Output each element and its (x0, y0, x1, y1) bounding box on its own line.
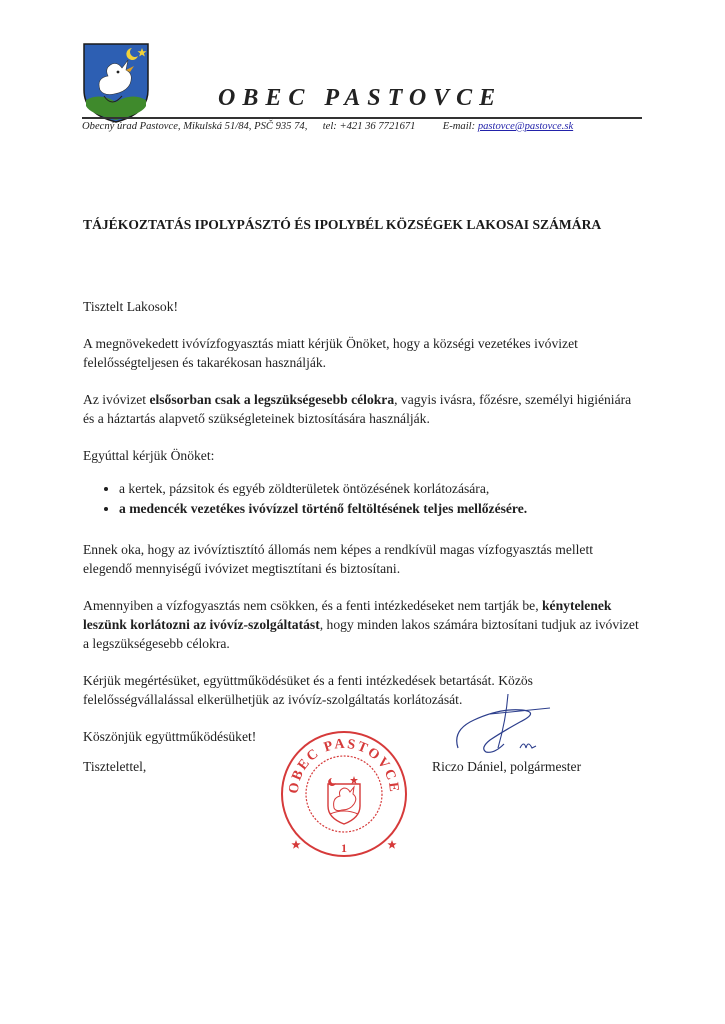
paragraph-2-text-end: , vagyis ivásra, főzésre, személyi higiéniára és a háztartás alapvető szükségleteinek biztosítására használják. (83, 392, 632, 426)
phone-number: tel: +421 36 7721671 (322, 121, 416, 132)
request-list (83, 479, 643, 518)
paragraph-6: Kérjük megértésüket, együttműködésüket és a fenti intézkedések betartását. Közös felelősségvállalással elkerülhetjük az ivóvíz-szolgáltatás korlátozását. (83, 673, 533, 707)
municipality-name: OBEC PASTOVCE (218, 85, 503, 111)
document-title: TÁJÉKOZTATÁS IPOLYPÁSZTÓ ÉS IPOLYBÉL KÖZSÉGEK LAKOSAI SZÁMÁRA (83, 217, 602, 232)
handwritten-signature (450, 690, 560, 760)
paragraph-1: A megnövekedett ivóvízfogyasztás miatt kérjük Önöket, hogy a községi vezetékes ivóvizet felelősségteljesen és takarékosan használják. (83, 336, 578, 370)
office-address: Obecný úrad Pastovce, Mikulská 51/84, PSČ 935 74, (82, 121, 308, 132)
signer-name: Riczo Dániel, polgármester (432, 759, 582, 774)
paragraph-5-text-end: , hogy minden lakos számára biztosítani tudjuk az ivóvizet a legszükségesebb célokra. (83, 617, 639, 651)
paragraph-3: Egyúttal kérjük Önöket: (83, 448, 215, 463)
paragraph-5-emphasis: kénytelenek leszünk korlátozni az ivóvíz-szolgáltatást (83, 598, 612, 632)
list-item: • a kertek, pázsitok és egyéb zöldterületek öntözésének korlátozására, (119, 479, 643, 498)
paragraph-5 (83, 596, 643, 653)
stamp-number: 1 (341, 841, 347, 855)
header-divider (82, 117, 642, 119)
paragraph-2-text: Az ivóvizet (83, 392, 150, 407)
stamp-text: OBEC PASTOVCE (286, 736, 402, 795)
paragraph-4: Ennek oka, hogy az ivóvíztisztító állomás nem képes a rendkívül magas vízfogyasztás mellett elegendő mennyiségű ivóvizet megtisztítani és biztosítani. (83, 542, 593, 576)
paragraph-5-text: Amennyiben a vízfogyasztás nem csökken, és a fenti intézkedéseket nem tartják be, (83, 598, 542, 613)
official-stamp (278, 724, 410, 864)
coat-of-arms-logo (82, 42, 150, 124)
email-label: E-mail: (442, 121, 476, 132)
list-item-emphasis: a medencék vezetékes ivóvízzel történő feltöltésének teljes mellőzésére. (119, 501, 528, 516)
email-link[interactable]: pastovce@pastovce.sk (477, 121, 574, 132)
list-item (119, 499, 643, 518)
contact-line (82, 121, 573, 132)
paragraph-2-emphasis: elsősorban csak a legszükségesebb célokra (149, 392, 395, 407)
svg-text:OBEC PASTOVCE (287, 737, 402, 795)
paragraph-7: Köszönjük együttműködésüket! (83, 729, 257, 744)
paragraph-2 (83, 390, 643, 428)
closing-salutation: Tisztelettel, (83, 759, 147, 774)
greeting: Tisztelt Lakosok! (83, 299, 179, 314)
